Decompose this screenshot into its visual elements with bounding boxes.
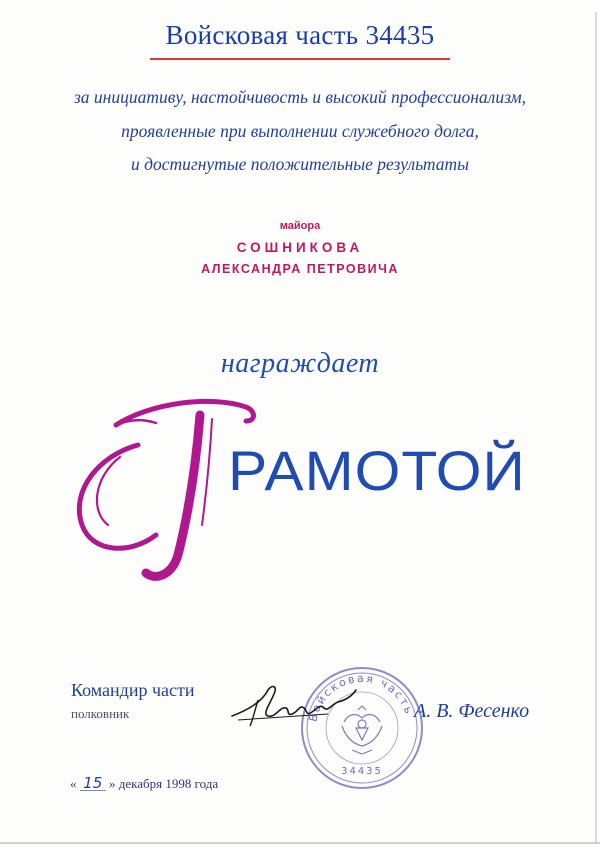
awards-verb: награждает <box>220 348 380 379</box>
stamp-caption: Войсковая часть <box>306 671 416 723</box>
award-word-diploma: РАМОТОЙ <box>228 439 526 502</box>
commander-name: А. В. Фесенко <box>414 700 530 722</box>
date-close-quote: » <box>109 776 116 791</box>
reason-line-2: проявленные при выполнении служебного долга, <box>121 121 479 141</box>
title-underline <box>150 58 450 60</box>
stamp-number: 34435 <box>341 766 383 777</box>
recipient-surname: СОШНИКОВА <box>236 240 364 255</box>
date-month-year: декабря 1998 года <box>118 776 219 791</box>
military-unit-title: Войсковая часть 34435 <box>165 20 435 50</box>
date-open-quote: « <box>70 776 77 791</box>
date-day: 15 <box>80 776 106 791</box>
award-date <box>70 776 218 792</box>
page-edge-bottom <box>0 842 600 844</box>
commander-position: Командир части <box>71 680 195 700</box>
reason-line-1: за инициативу, настойчивость и высокий профессионализм, <box>73 87 527 107</box>
commander-rank: полковник <box>71 706 130 721</box>
recipient-given-names: АЛЕКСАНДРА ПЕТРОВИЧА <box>201 262 399 276</box>
commander-signature <box>228 680 358 730</box>
recipient-rank: майора <box>279 220 321 232</box>
reason-line-3: и достигнутые положительные результаты <box>130 154 470 174</box>
